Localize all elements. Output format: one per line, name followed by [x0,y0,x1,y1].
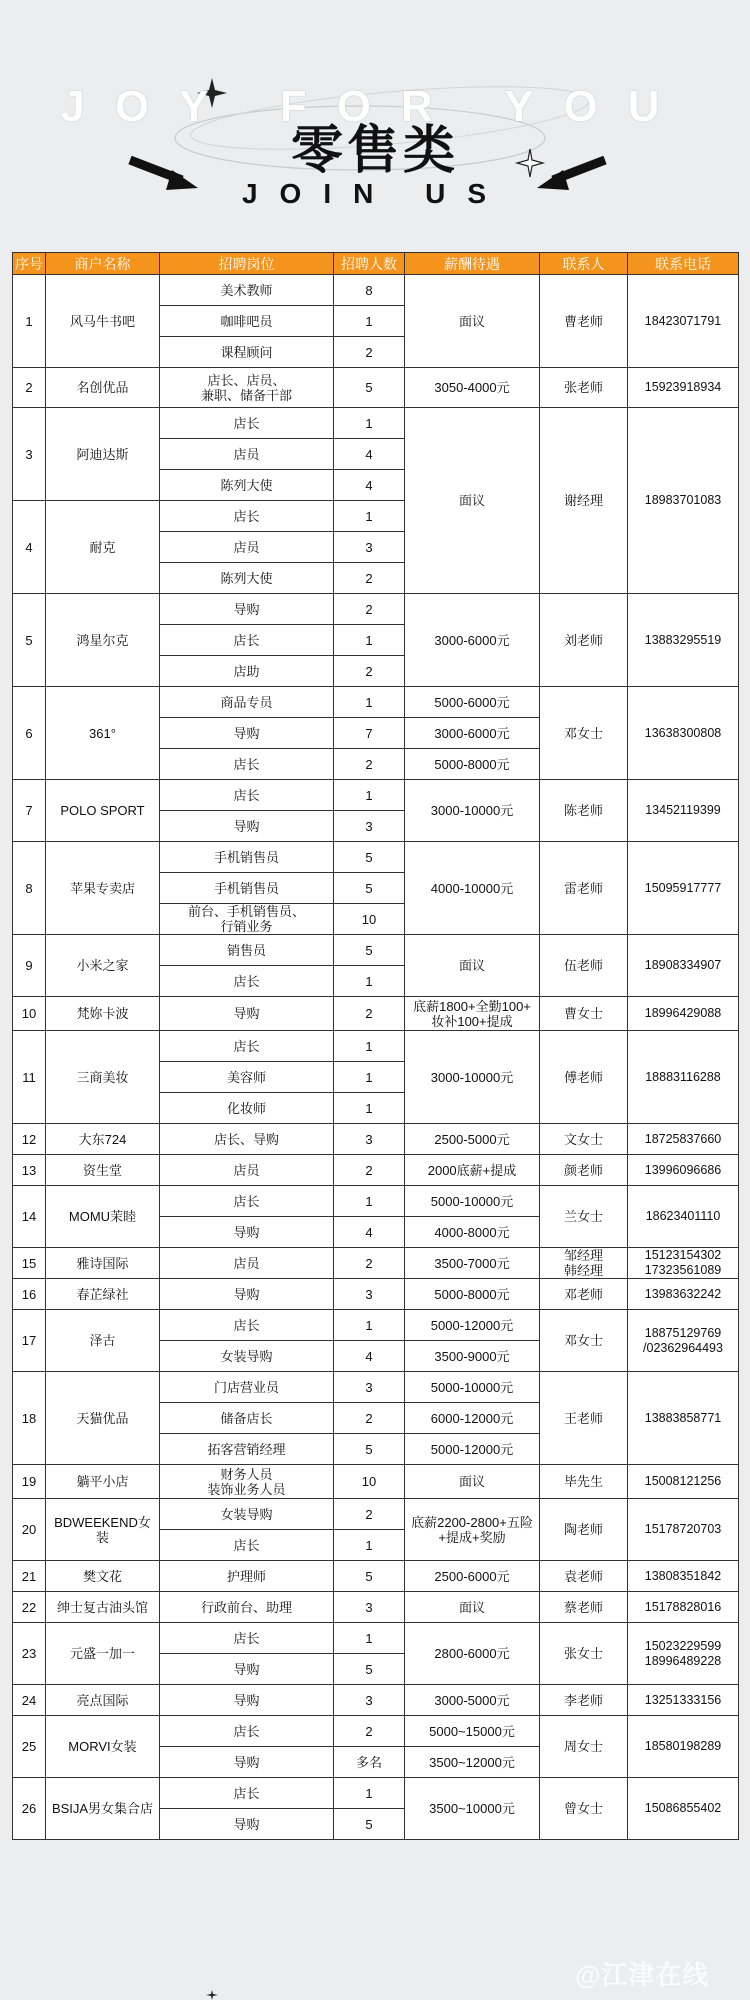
salary: 3000-10000元 [405,780,540,842]
row-number: 11 [13,1031,46,1124]
contact-person: 李老师 [540,1685,628,1716]
position-count: 1 [334,780,405,811]
salary: 5000-8000元 [405,1279,540,1310]
merchant-name: 樊文花 [46,1561,160,1592]
position-count: 5 [334,1561,405,1592]
position-title: 导购 [160,594,334,625]
position-title: 咖啡吧员 [160,306,334,337]
header-cell-salary: 薪酬待遇 [405,253,540,275]
position-title: 店长 [160,780,334,811]
header-cell-contact: 联系人 [540,253,628,275]
row-number: 2 [13,368,46,408]
contact-phone: 18580198289 [628,1716,739,1778]
position-count: 7 [334,718,405,749]
contact-phone: 13996096686 [628,1155,739,1186]
position-title: 销售员 [160,935,334,966]
sparkle-icon [206,1990,218,2000]
row-number: 17 [13,1310,46,1372]
position-title: 店长 [160,966,334,997]
position-count: 1 [334,1031,405,1062]
merchant-name: 小米之家 [46,935,160,997]
merchant-name: 天猫优品 [46,1372,160,1465]
salary: 2000底薪+提成 [405,1155,540,1186]
position-title: 导购 [160,718,334,749]
table-row [13,1124,739,1155]
position-count: 3 [334,1685,405,1716]
position-count: 2 [334,594,405,625]
table-row [13,1279,739,1310]
table-row [13,1716,739,1747]
contact-phone: 18423071791 [628,275,739,368]
watermark: @江津在线 [575,1960,710,1990]
position-count: 1 [334,501,405,532]
position-title: 手机销售员 [160,842,334,873]
row-number: 21 [13,1561,46,1592]
recruitment-table [12,252,739,1840]
position-title: 店长 [160,1031,334,1062]
position-title: 店长 [160,501,334,532]
contact-phone: 13808351842 [628,1561,739,1592]
position-count: 2 [334,656,405,687]
salary: 2800-6000元 [405,1623,540,1685]
contact-person: 兰女士 [540,1186,628,1248]
contact-person: 毕先生 [540,1465,628,1499]
position-count: 1 [334,1310,405,1341]
page-title: 零售类 [290,122,459,180]
contact-phone: 15123154302 17323561089 [628,1248,739,1279]
table-row [13,1499,739,1530]
merchant-name: MOMU茉睦 [46,1186,160,1248]
contact-phone: 15023229599 18996489228 [628,1623,739,1685]
position-count: 1 [334,687,405,718]
position-title: 店助 [160,656,334,687]
merchant-name: 苹果专卖店 [46,842,160,935]
page-subtitle: JOIN US [241,178,509,209]
header-cell-merchant: 商户名称 [46,253,160,275]
row-number: 6 [13,687,46,780]
position-title: 导购 [160,1279,334,1310]
salary: 3050-4000元 [405,368,540,408]
position-count: 5 [334,1654,405,1685]
merchant-name: 绅士复古油头馆 [46,1592,160,1623]
merchant-name: 大东724 [46,1124,160,1155]
row-number: 22 [13,1592,46,1623]
position-title: 店长 [160,1186,334,1217]
contact-phone: 15095917777 [628,842,739,935]
table-row [13,1465,739,1499]
merchant-name: 元盛一加一 [46,1623,160,1685]
position-title: 女装导购 [160,1499,334,1530]
contact-person: 傅老师 [540,1031,628,1124]
position-count: 1 [334,306,405,337]
table-row [13,687,739,718]
position-count: 3 [334,1124,405,1155]
merchant-name: 阿迪达斯 [46,408,160,501]
position-count: 4 [334,1217,405,1248]
salary: 4000-10000元 [405,842,540,935]
position-count: 1 [334,1530,405,1561]
row-number: 7 [13,780,46,842]
contact-phone: 13638300808 [628,687,739,780]
contact-person: 谢经理 [540,408,628,594]
salary: 3000-10000元 [405,1031,540,1124]
position-title: 店长 [160,1716,334,1747]
table-row [13,1155,739,1186]
position-count: 1 [334,1186,405,1217]
position-count: 10 [334,904,405,935]
table-row [13,1372,739,1403]
salary: 面议 [405,1465,540,1499]
table-row [13,594,739,625]
position-title: 女装导购 [160,1341,334,1372]
position-count: 1 [334,408,405,439]
table-row [13,1685,739,1716]
position-title: 行政前台、助理 [160,1592,334,1623]
contact-person: 刘老师 [540,594,628,687]
row-number: 10 [13,997,46,1031]
salary: 3500-7000元 [405,1248,540,1279]
row-number: 12 [13,1124,46,1155]
position-title: 拓客营销经理 [160,1434,334,1465]
merchant-name: 风马牛书吧 [46,275,160,368]
salary: 3000-5000元 [405,1685,540,1716]
merchant-name: 三商美妆 [46,1031,160,1124]
position-title: 店员 [160,532,334,563]
table-row [13,1623,739,1654]
position-title: 店员 [160,1248,334,1279]
table-row [13,1592,739,1623]
contact-phone: 15086855402 [628,1778,739,1840]
contact-phone: 15923918934 [628,368,739,408]
header-cell-count: 招聘人数 [334,253,405,275]
salary: 3500~12000元 [405,1747,540,1778]
salary: 2500-5000元 [405,1124,540,1155]
salary: 5000-12000元 [405,1434,540,1465]
contact-phone: 13883295519 [628,594,739,687]
contact-person: 雷老师 [540,842,628,935]
table-row [13,1031,739,1062]
merchant-name: 雅诗国际 [46,1248,160,1279]
position-title: 导购 [160,811,334,842]
salary: 6000-12000元 [405,1403,540,1434]
contact-person: 陈老师 [540,780,628,842]
position-title: 店员 [160,439,334,470]
header-cell-position: 招聘岗位 [160,253,334,275]
position-title: 护理师 [160,1561,334,1592]
position-count: 3 [334,1372,405,1403]
table-header-row [13,253,739,275]
salary: 5000~15000元 [405,1716,540,1747]
table-row [13,1778,739,1809]
salary: 3000-6000元 [405,594,540,687]
salary: 5000-12000元 [405,1310,540,1341]
position-count: 1 [334,1623,405,1654]
merchant-name: POLO SPORT [46,780,160,842]
salary: 5000-8000元 [405,749,540,780]
contact-person: 文女士 [540,1124,628,1155]
position-title: 课程顾问 [160,337,334,368]
position-count: 4 [334,1341,405,1372]
position-title: 店长 [160,1530,334,1561]
position-count: 5 [334,873,405,904]
contact-phone: 15008121256 [628,1465,739,1499]
table-row [13,368,739,408]
position-count: 2 [334,1499,405,1530]
position-title: 陈列大使 [160,470,334,501]
merchant-name: 资生堂 [46,1155,160,1186]
salary: 5000-10000元 [405,1186,540,1217]
position-count: 1 [334,966,405,997]
position-title: 店员 [160,1155,334,1186]
table-row [13,1310,739,1341]
position-count: 2 [334,1155,405,1186]
contact-phone: 13883858771 [628,1372,739,1465]
contact-phone: 15178720703 [628,1499,739,1561]
position-title: 前台、手机销售员、 行销业务 [160,904,334,935]
contact-person: 张老师 [540,368,628,408]
merchant-name: 名创优品 [46,368,160,408]
row-number: 9 [13,935,46,997]
page-header [0,0,750,240]
merchant-name: 泽古 [46,1310,160,1372]
position-title: 导购 [160,1809,334,1840]
position-count: 2 [334,1403,405,1434]
position-title: 店长 [160,1778,334,1809]
contact-person: 王老师 [540,1372,628,1465]
position-count: 1 [334,625,405,656]
salary: 2500-6000元 [405,1561,540,1592]
position-title: 店长、店员、 兼职、储备干部 [160,368,334,408]
merchant-name: 耐克 [46,501,160,594]
position-title: 导购 [160,1685,334,1716]
position-count: 4 [334,439,405,470]
merchant-name: 亮点国际 [46,1685,160,1716]
position-title: 商品专员 [160,687,334,718]
table-row [13,780,739,811]
salary: 底薪1800+全勤100+ 妆补100+提成 [405,997,540,1031]
row-number: 4 [13,501,46,594]
merchant-name: 梵妳卡波 [46,997,160,1031]
row-number: 18 [13,1372,46,1465]
merchant-name: 鸿星尔克 [46,594,160,687]
contact-person: 邓老师 [540,1279,628,1310]
position-count: 3 [334,1592,405,1623]
contact-person: 袁老师 [540,1561,628,1592]
position-title: 导购 [160,1747,334,1778]
position-count: 3 [334,532,405,563]
salary: 面议 [405,935,540,997]
position-title: 店长 [160,1623,334,1654]
table-row [13,1561,739,1592]
position-count: 3 [334,1279,405,1310]
position-title: 美术教师 [160,275,334,306]
salary: 面议 [405,1592,540,1623]
position-title: 陈列大使 [160,563,334,594]
contact-phone: 13452119399 [628,780,739,842]
position-count: 3 [334,811,405,842]
table-row [13,935,739,966]
position-count: 2 [334,1248,405,1279]
position-title: 导购 [160,1217,334,1248]
position-title: 化妆师 [160,1093,334,1124]
merchant-name: 361° [46,687,160,780]
position-count: 8 [334,275,405,306]
contact-phone: 13251333156 [628,1685,739,1716]
row-number: 16 [13,1279,46,1310]
contact-phone: 13983632242 [628,1279,739,1310]
position-title: 店长、导购 [160,1124,334,1155]
position-title: 店长 [160,1310,334,1341]
table-row [13,1186,739,1217]
position-title: 导购 [160,997,334,1031]
contact-person: 周女士 [540,1716,628,1778]
contact-person: 曹女士 [540,997,628,1031]
row-number: 5 [13,594,46,687]
contact-person: 曾女士 [540,1778,628,1840]
position-title: 手机销售员 [160,873,334,904]
salary: 底薪2200-2800+五险 +提成+奖励 [405,1499,540,1561]
merchant-name: MORVI女装 [46,1716,160,1778]
position-count: 10 [334,1465,405,1499]
table-row [13,997,739,1031]
position-count: 多名 [334,1747,405,1778]
header-bg-word: JOY FOR YOU [60,82,690,131]
contact-phone: 18875129769 /02362964493 [628,1310,739,1372]
contact-person: 陶老师 [540,1499,628,1561]
row-number: 1 [13,275,46,368]
table-row [13,408,739,439]
position-count: 5 [334,368,405,408]
contact-person: 邓女士 [540,1310,628,1372]
table-row [13,842,739,873]
salary: 面议 [405,275,540,368]
position-count: 5 [334,1434,405,1465]
position-title: 店长 [160,749,334,780]
contact-phone: 18996429088 [628,997,739,1031]
position-count: 5 [334,842,405,873]
position-title: 导购 [160,1654,334,1685]
row-number: 26 [13,1778,46,1840]
position-title: 门店营业员 [160,1372,334,1403]
contact-person: 曹老师 [540,275,628,368]
merchant-name: 春芷绿社 [46,1279,160,1310]
contact-phone: 18883116288 [628,1031,739,1124]
row-number: 15 [13,1248,46,1279]
salary: 5000-10000元 [405,1372,540,1403]
position-count: 4 [334,470,405,501]
row-number: 14 [13,1186,46,1248]
position-title: 店长 [160,408,334,439]
position-title: 储备店长 [160,1403,334,1434]
table-row [13,275,739,306]
position-count: 2 [334,1716,405,1747]
row-number: 23 [13,1623,46,1685]
row-number: 3 [13,408,46,501]
position-count: 5 [334,1809,405,1840]
position-count: 5 [334,935,405,966]
row-number: 13 [13,1155,46,1186]
contact-phone: 18908334907 [628,935,739,997]
contact-person: 伍老师 [540,935,628,997]
recruitment-table-wrap [12,252,738,1840]
salary: 4000-8000元 [405,1217,540,1248]
contact-person: 张女士 [540,1623,628,1685]
merchant-name: BDWEEKEND女装 [46,1499,160,1561]
salary: 3500-9000元 [405,1341,540,1372]
contact-phone: 18623401110 [628,1186,739,1248]
contact-person: 邹经理 韩经理 [540,1248,628,1279]
position-title: 美容师 [160,1062,334,1093]
position-count: 2 [334,749,405,780]
salary: 3000-6000元 [405,718,540,749]
salary: 面议 [405,408,540,594]
position-count: 2 [334,997,405,1031]
contact-person: 蔡老师 [540,1592,628,1623]
position-title: 财务人员 装饰业务人员 [160,1465,334,1499]
contact-person: 邓女士 [540,687,628,780]
merchant-name: 躺平小店 [46,1465,160,1499]
merchant-name: BSIJA男女集合店 [46,1778,160,1840]
row-number: 20 [13,1499,46,1561]
table-row [13,1248,739,1279]
salary: 5000-6000元 [405,687,540,718]
contact-person: 颜老师 [540,1155,628,1186]
row-number: 8 [13,842,46,935]
header-cell-no: 序号 [13,253,46,275]
salary: 3500~10000元 [405,1778,540,1840]
position-count: 2 [334,563,405,594]
contact-phone: 18983701083 [628,408,739,594]
position-title: 店长 [160,625,334,656]
position-count: 1 [334,1093,405,1124]
position-count: 1 [334,1062,405,1093]
position-count: 2 [334,337,405,368]
header-cell-phone: 联系电话 [628,253,739,275]
contact-phone: 15178828016 [628,1592,739,1623]
contact-phone: 18725837660 [628,1124,739,1155]
row-number: 24 [13,1685,46,1716]
row-number: 19 [13,1465,46,1499]
position-count: 1 [334,1778,405,1809]
row-number: 25 [13,1716,46,1778]
